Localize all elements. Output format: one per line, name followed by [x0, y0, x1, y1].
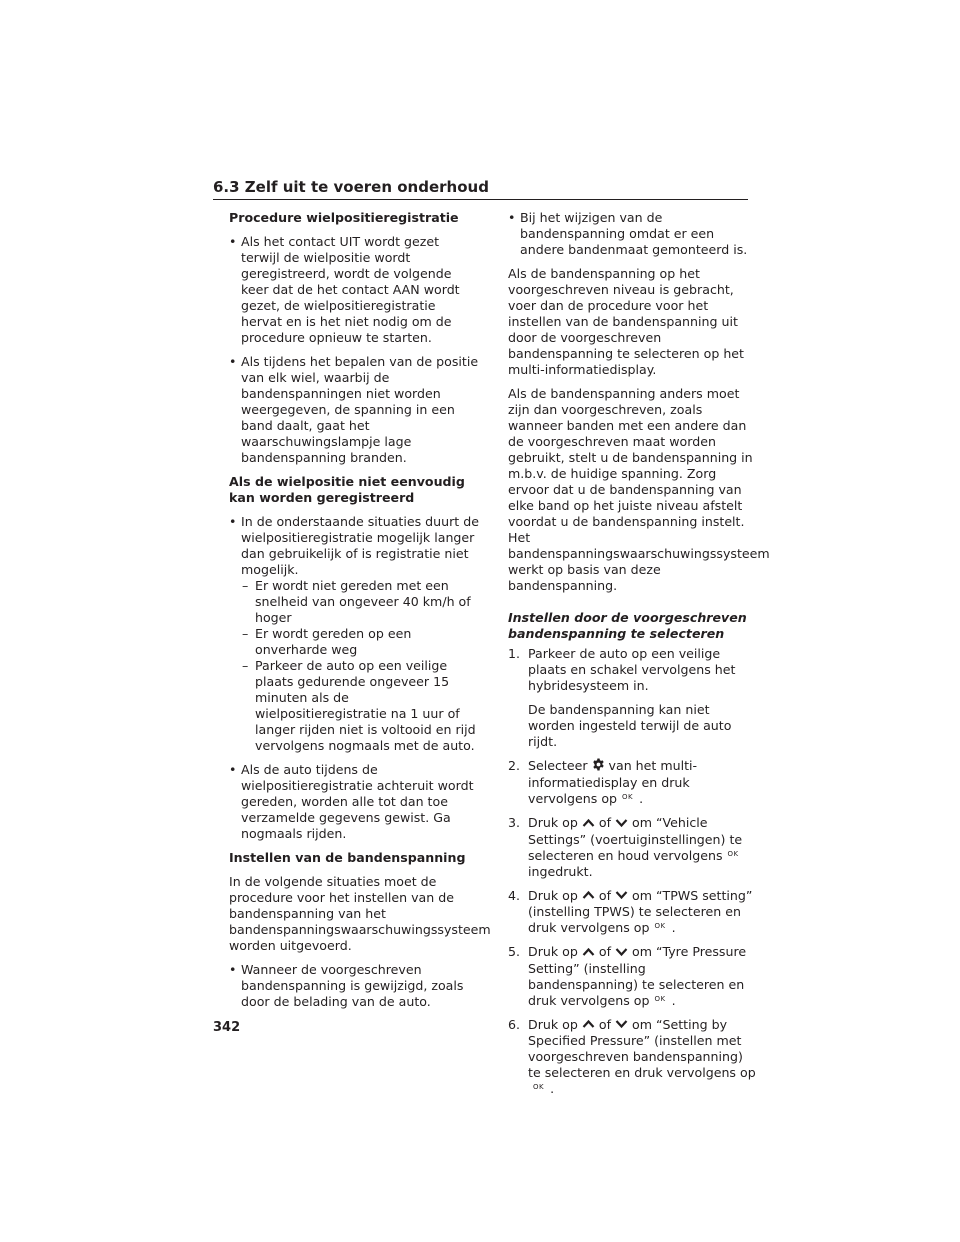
step-text: of — [598, 944, 611, 959]
step-text: van het multi-informatiedisplay en druk vervolgens op — [528, 758, 698, 806]
bullet-item — [229, 234, 479, 346]
heading-registration-difficult: Als de wielpositie niet eenvoudig kan worden geregistreerd — [229, 474, 465, 505]
chevron-down-icon — [615, 816, 628, 832]
step-text: . — [671, 920, 676, 935]
bullet-icon: • — [229, 514, 237, 529]
bullet-text: Als de auto tijdens de wielpositieregistratie achteruit wordt gereden, worden alle tot dan toe verzamelde gegevens gewist. Ga nogmaals rijden. — [241, 762, 474, 841]
heading-specified-pressure: Instellen door de voorgeschreven bandenspanning te selecteren — [508, 610, 747, 641]
bullet-icon: • — [229, 234, 237, 249]
step-text: om “Tyre Pressure Setting” (instelling bandenspanning) te selecteren en druk vervolgens op — [528, 944, 747, 1008]
step-text: . — [639, 791, 644, 806]
step-text: of — [598, 1016, 611, 1032]
step-number: 5. — [508, 944, 521, 959]
step-5 — [508, 944, 758, 1009]
step-text: Druk op — [528, 944, 578, 959]
step-text: Selecteer — [528, 758, 588, 773]
bullet-item — [229, 354, 479, 466]
step-text: ingedrukt. — [528, 863, 593, 879]
sub-item — [229, 578, 479, 626]
ok-icon: OK — [533, 1083, 545, 1091]
step-text: Druk op — [528, 1016, 578, 1032]
step-4 — [508, 888, 758, 937]
section-header: 6.3 Zelf uit te voeren onderhoud — [213, 178, 748, 200]
step-note: De bandenspanning kan niet worden ingesteld terwijl de auto rijdt. — [528, 702, 732, 749]
step-text: om “TPWS setting” (instelling TPWS) te selecteren en druk vervolgens op — [528, 887, 753, 935]
step-number: 4. — [508, 887, 521, 903]
bullet-icon: • — [229, 354, 237, 369]
bullet-item — [229, 762, 479, 842]
bullet-icon: • — [229, 962, 237, 977]
bullet-icon: • — [508, 210, 516, 225]
step-text: Parkeer de auto op een veilige plaats en schakel vervolgens het hybridesysteem in. — [528, 646, 736, 693]
step-6 — [508, 1017, 758, 1098]
chevron-up-icon — [582, 1017, 595, 1033]
bullet-item — [229, 514, 479, 754]
paragraph: Als de bandenspanning anders moet zijn dan voorgeschreven, zoals wanneer banden met een andere dan de voorgeschreven maat worden gebruikt, stelt u de bandenspanning in m.b.v. de huidige spanning. Zorg ervoor dat u de bandenspanning van elke band op het juiste niveau afstelt voordat u de bandenspanning instelt. Het bandenspanningswaarschuwingssysteem werkt op basis van deze bandenspanning. — [508, 386, 770, 593]
step-text: Druk op — [528, 815, 578, 830]
bullet-text: Als tijdens het bepalen van de positie van elk wiel, waarbij de bandenspanningen niet worden weergegeven, de spanning in een band daalt, gaat het waarschuwingslampje lage bandenspanning branden. — [241, 354, 479, 465]
step-text: of — [598, 815, 611, 830]
chevron-down-icon — [615, 888, 628, 904]
gear-icon — [592, 758, 605, 775]
chevron-up-icon — [582, 945, 595, 961]
page-number: 342 — [213, 1020, 241, 1035]
bullet-item — [229, 962, 479, 1010]
heading-set-pressure: Instellen van de bandenspanning — [229, 850, 466, 865]
step-number: 1. — [508, 646, 521, 661]
sub-text: Parkeer de auto op een veilige plaats gedurende ongeveer 15 minuten als de wielpositieregistratie na 1 uur of langer rijden niet is voltooid en rijd vervolgens nogmaals met de auto. — [255, 658, 476, 753]
sub-text: Er wordt niet gereden met een snelheid van ongeveer 40 km/h of hoger — [255, 578, 471, 625]
step-text: . — [550, 1081, 555, 1096]
dash-icon: – — [242, 658, 249, 673]
ok-icon: OK — [654, 994, 666, 1003]
dash-icon: – — [242, 626, 249, 641]
ok-icon: OK — [622, 793, 634, 801]
bullet-text: Wanneer de voorgeschreven bandenspanning is gewijzigd, zoals door de belading van de auto. — [241, 962, 464, 1009]
bullet-item — [508, 210, 758, 258]
bullet-text: In de onderstaande situaties duurt de wielpositieregistratie mogelijk langer dan gebruikelijk of is registratie niet mogelijk. — [241, 514, 479, 577]
bullet-icon: • — [229, 762, 237, 777]
paragraph: In de volgende situaties moet de procedure voor het instellen van de bandenspanning van het bandenspanningswaarschuwingssysteem worden uitgevoerd. — [229, 874, 491, 953]
step-2 — [508, 758, 758, 807]
step-text: om “Setting by Specified Pressure” (instellen met voorgeschreven bandenspanning) te selecteren en druk vervolgens op — [528, 1016, 756, 1080]
step-number: 3. — [508, 815, 521, 830]
sub-list — [229, 578, 479, 754]
step-number: 2. — [508, 758, 521, 773]
step-text: om “Vehicle Settings” (voertuiginstellingen) te selecteren en houd vervolgens — [528, 815, 743, 863]
step-text: Druk op — [528, 887, 578, 903]
right-column — [508, 210, 770, 1105]
step-number: 6. — [508, 1016, 521, 1032]
left-column — [229, 210, 491, 1018]
paragraph: Als de bandenspanning op het voorgeschreven niveau is gebracht, voer dan de procedure voor het instellen van de bandenspanning uit door de voorgeschreven bandenspanning te selecteren op het multi-informatiedisplay. — [508, 266, 744, 377]
ok-icon: OK — [654, 922, 666, 930]
chevron-up-icon — [582, 816, 595, 832]
step-text: . — [671, 992, 676, 1008]
chevron-down-icon — [615, 945, 628, 961]
bullet-text: Bij het wijzigen van de bandenspanning omdat er een andere bandenmaat gemonteerd is. — [520, 210, 748, 257]
step-text: of — [598, 887, 611, 903]
step-1 — [508, 646, 758, 750]
ok-icon: OK — [727, 849, 739, 858]
sub-item — [229, 626, 479, 658]
heading-wheel-registration: Procedure wielpositieregistratie — [229, 210, 459, 225]
step-3 — [508, 815, 758, 880]
dash-icon: – — [242, 578, 249, 593]
chevron-down-icon — [615, 1017, 628, 1033]
sub-item — [229, 658, 479, 754]
sub-text: Er wordt gereden op een onverharde weg — [255, 626, 412, 657]
bullet-text: Als het contact UIT wordt gezet terwijl de wielpositie wordt geregistreerd, wordt de volgende keer dat de het contact AAN wordt gezet, de wielpositieregistratie hervat en is het niet nodig om de procedure opnieuw te starten. — [241, 234, 460, 345]
chevron-up-icon — [582, 888, 595, 904]
